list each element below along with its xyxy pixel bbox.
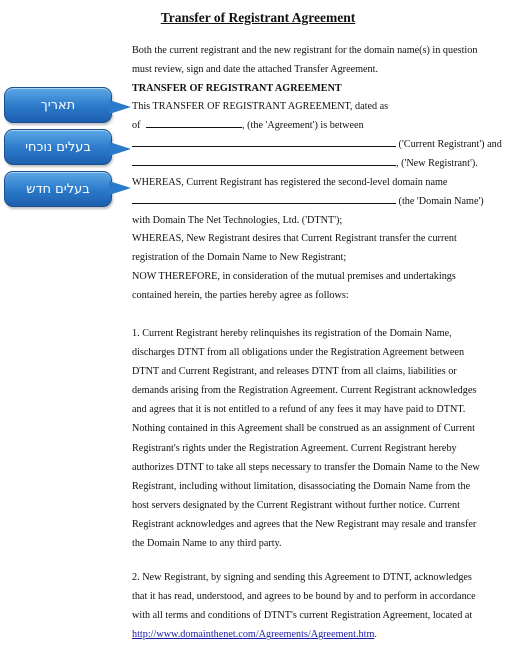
- current-registrant-blank[interactable]: [132, 136, 396, 147]
- callout-new-owner: [4, 171, 112, 207]
- callout-current-owner-pointer: [109, 142, 131, 156]
- intro-line-2: must review, sign and date the attached Transfer Agreement.: [132, 64, 379, 75]
- callout-date-label: תאריך: [40, 97, 76, 113]
- clause-1-line: the Domain Name to any third party.: [132, 538, 282, 550]
- clause-2-line: 2. New Registrant, by signing and sending this Agreement to DTNT, acknowledges: [132, 572, 472, 583]
- clause-1-line: authorizes DTNT to take all steps necessary to transfer the Domain Name to the New: [132, 461, 480, 473]
- callout-new-owner-pointer: [109, 181, 131, 195]
- domain-name-label: (the 'Domain Name'): [398, 196, 484, 207]
- link-suffix: .: [374, 629, 377, 641]
- whereas-2-line-2: registration of the Domain Name to New Registrant;: [132, 252, 347, 263]
- new-registrant-line: [132, 154, 478, 173]
- now-therefore-line-1: NOW THEREFORE, in consideration of the mutual premises and undertakings: [132, 271, 456, 282]
- clause-1: [132, 324, 504, 553]
- callout-new-owner-label: בעלים חדש: [26, 181, 90, 197]
- clause-1-line: Registrant, including without limitation, disassociating the Domain Name from the: [132, 480, 471, 492]
- clause-1-line: Registrant's rights under the Registration Agreement. Current Registrant hereby: [132, 442, 457, 454]
- date-blank[interactable]: [146, 117, 242, 128]
- of-date-line: [132, 116, 364, 135]
- with-domain-line: with Domain The Net Technologies, Ltd. ('DTNT');: [132, 215, 343, 226]
- clause-2: [132, 568, 504, 644]
- clause-1-line: DTNT and Current Registrant, and releases DTNT from all claims, liabilities or: [132, 366, 457, 378]
- current-registrant-line: [132, 135, 502, 154]
- callout-current-owner-label: בעלים נוכחי: [25, 139, 91, 155]
- domain-name-blank[interactable]: [132, 193, 396, 204]
- now-therefore-line-2: contained herein, the parties hereby agree as follows:: [132, 290, 349, 301]
- new-registrant-label: , ('New Registrant').: [396, 158, 478, 169]
- clause-1-line: demands arising from the Registration Agreement. Current Registrant acknowledges: [132, 385, 477, 397]
- clause-1-line: and agrees that it is not entitled to a refund of any fees it may have paid to DTNT.: [132, 404, 466, 416]
- clause-1-line: discharges DTNT from all obligations under the Registration Agreement between: [132, 347, 465, 359]
- clause-2-line: with all terms and conditions of DTNT's current Registration Agreement, located at: [132, 610, 473, 622]
- document-title: Transfer of Registrant Agreement: [160, 10, 356, 25]
- whereas-1: WHEREAS, Current Registrant has registered the second-level domain name: [132, 177, 448, 188]
- of-suffix: , (the 'Agreement') is between: [242, 120, 364, 131]
- current-registrant-label: ('Current Registrant') and: [398, 139, 502, 150]
- clause-2-link-line: [132, 625, 504, 644]
- domain-name-line: [132, 192, 484, 211]
- callout-date: [4, 87, 112, 123]
- clause-1-line: Registrant acknowledges and agrees that the New Registrant may resale and transfer: [132, 518, 477, 530]
- callout-current-owner: [4, 129, 112, 165]
- clause-2-line: that it has read, understood, and agrees to be bound by and to perform in accordance: [132, 591, 476, 603]
- clause-1-line: 1. Current Registrant hereby relinquishes its registration of the Domain Name,: [132, 328, 452, 339]
- clause-1-line: Nothing contained in this Agreement shall be construed as an assignment of Current: [132, 423, 475, 435]
- intro-line-1: Both the current registrant and the new registrant for the domain name(s) in question: [132, 45, 478, 56]
- callout-date-pointer: [109, 100, 131, 114]
- agreement-link[interactable]: http://www.domainthenet.com/Agreements/Agreement.htm: [132, 629, 375, 641]
- of-prefix: of: [132, 120, 141, 131]
- dated-line: This TRANSFER OF REGISTRANT AGREEMENT, dated as: [132, 101, 389, 112]
- agreement-heading: TRANSFER OF REGISTRANT AGREEMENT: [132, 83, 342, 94]
- clause-1-line: host servers designated by the Current Registrant without further notice. Current: [132, 499, 460, 511]
- new-registrant-blank[interactable]: [132, 155, 396, 166]
- whereas-2-line-1: WHEREAS, New Registrant desires that Current Registrant transfer the current: [132, 233, 457, 244]
